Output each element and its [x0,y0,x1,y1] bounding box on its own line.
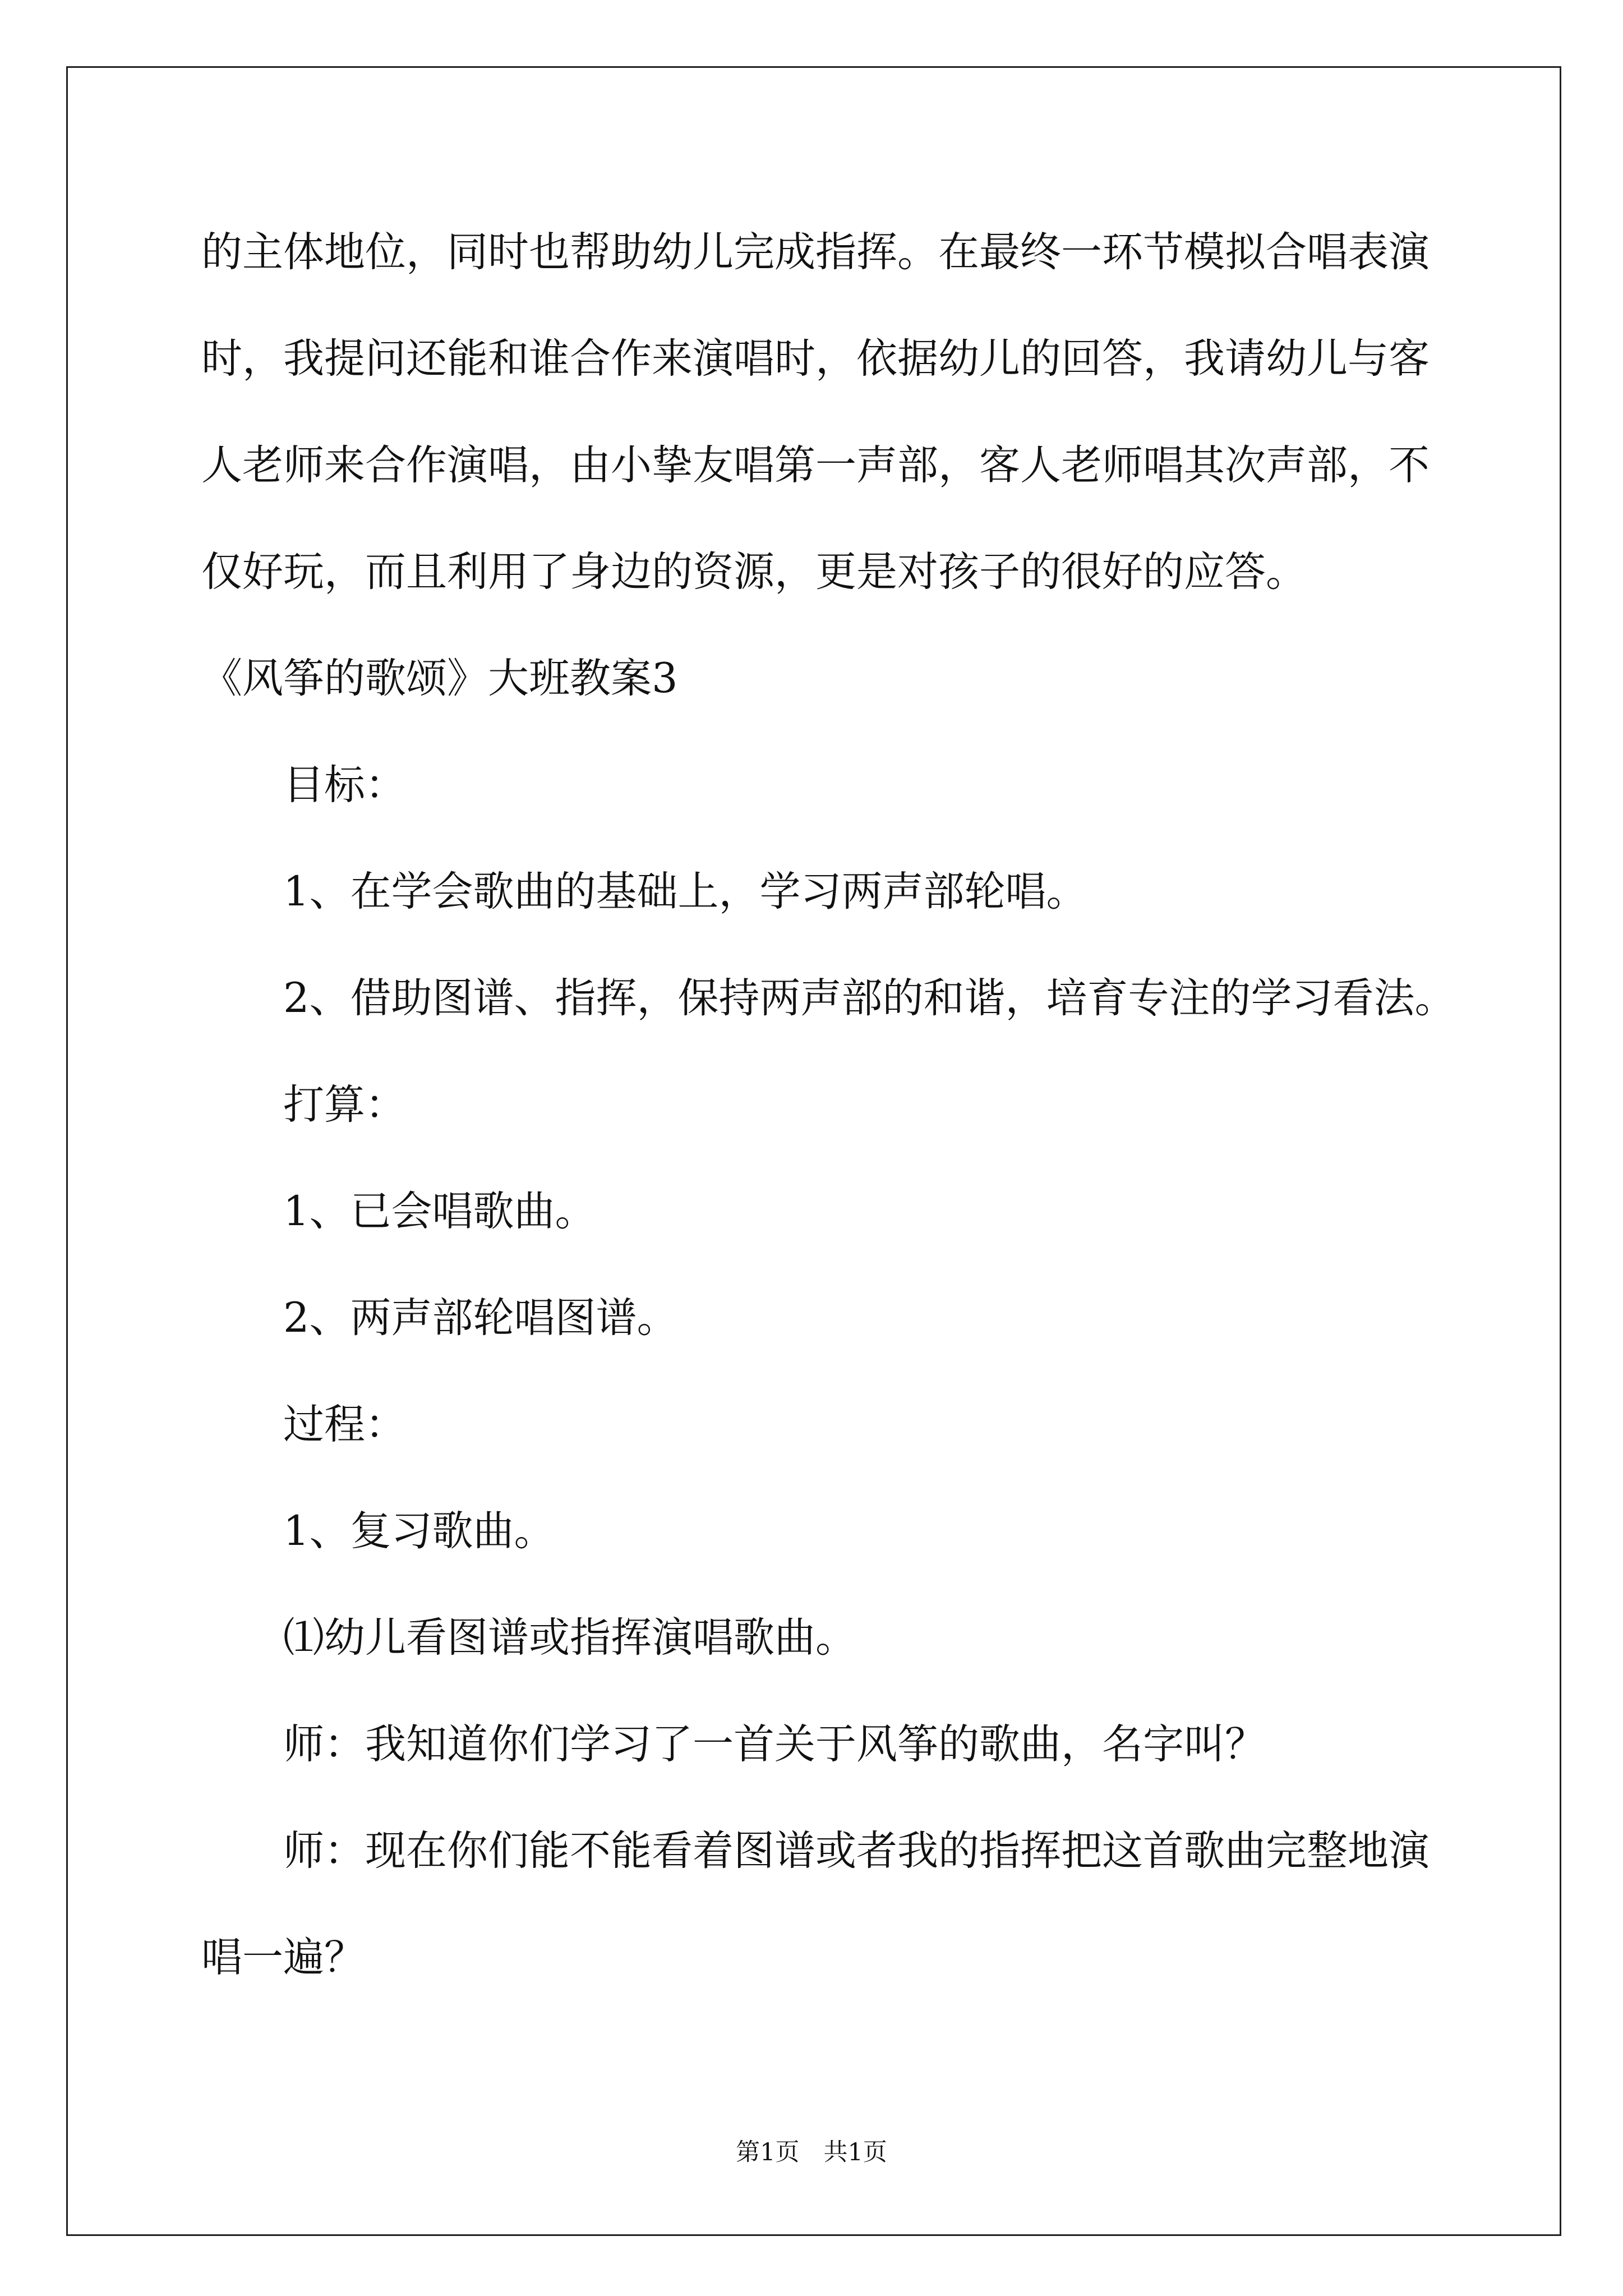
preparation-item: 2、两声部轮唱图谱。 [283,1294,678,1342]
process-item: 1、复习歌曲。 [283,1507,555,1555]
body-text-line: 仅好玩，而且利用了身边的资源，更是对孩子的很好的应答。 [201,548,1307,596]
process-heading: 过程： [283,1401,406,1448]
process-item: 师：我知道你们学习了一首关于风筝的歌曲，名字叫？ [283,1720,1266,1768]
section-title: 《风筝的歌颂》大班教案3 [201,655,678,702]
goal-item: 1、在学会歌曲的基础上，学习两声部轮唱。 [283,868,1087,915]
goal-item: 2、借助图谱、指挥，保持两声部的和谐，培育专注的学习看法。 [283,974,1456,1022]
body-text-line: 师：现在你们能不能看着图谱或者我的指挥把这首歌曲完整地演 [283,1827,1430,1875]
preparation-heading: 打算： [283,1081,406,1129]
goals-heading: 目标： [283,761,406,809]
preparation-item: 1、已会唱歌曲。 [283,1188,596,1235]
body-text-line: 的主体地位，同时也帮助幼儿完成指挥。在最终一环节模拟合唱表演 [201,228,1430,276]
body-text-line: 人老师来合作演唱，由小挚友唱第一声部，客人老师唱其次声部，不 [201,441,1430,489]
page-footer: 第1页 共1页 [736,2138,887,2166]
document-body [201,199,1491,2011]
process-item: ⑴幼儿看图谱或指挥演唱歌曲。 [283,1614,856,1662]
body-text-line: 唱一遍？ [201,1934,365,1981]
body-text-line: 时，我提问还能和谁合作来演唱时，依据幼儿的回答，我请幼儿与客 [201,335,1430,383]
